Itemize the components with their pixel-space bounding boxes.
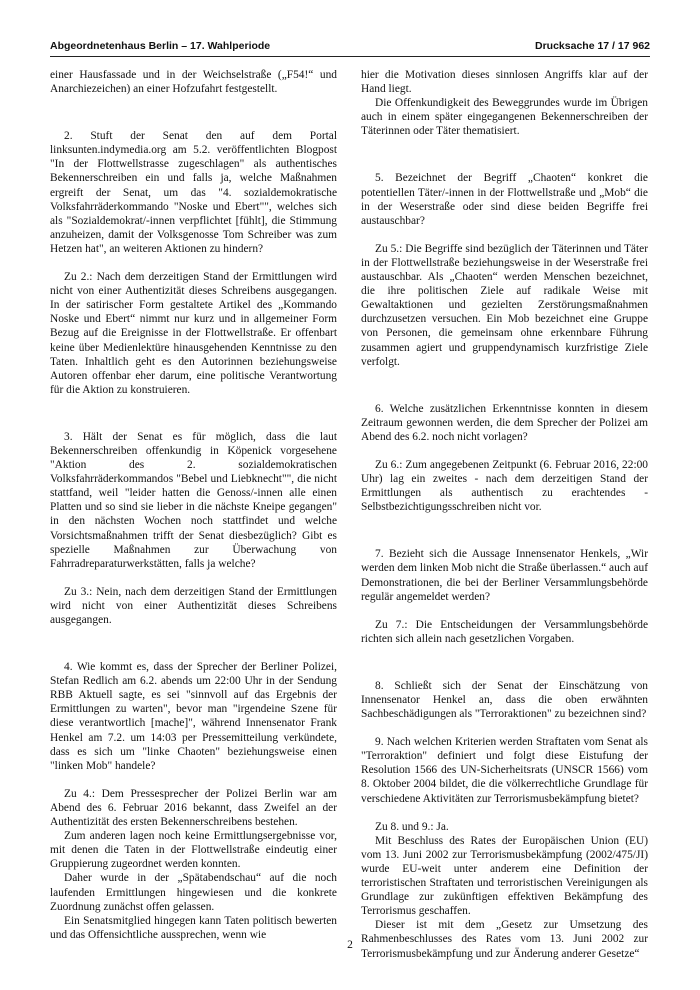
answer-4-part-5: Die Offenkundigkeit des Beweggrundes wurde im Übrigen auch in einem später eingegangenen Bekennerschreiben der Täterinnen oder Täter thematisiert. (361, 97, 648, 138)
answer-7: Zu 7.: Die Entscheidungen der Versammlungsbehörde richten sich allein nach gesetzlichen Vorgaben. (361, 618, 648, 645)
question-3: 3. Hält der Senat es für möglich, dass die laut Bekennerschreiben offenkundig in Köpenick vorgesehene "Aktion des 2. sozialdemokratischen Volksfahrräderkommandos "Bebel und Liebknecht"", die nicht stattfand, weil "leider hatten die Genoss/-innen alle einen Platten und so sind sie lieber in die nächste Kneipe gegangen" in den nächsten Wochen noch stattfindet und welche Vorsichtsmaßnahmen trifft der Senat diesbezüglich? Gibt es spezielle Maßnahmen zur Überwachung von Fahrradreparaturwerkstätten, falls ja welche? (50, 430, 337, 570)
answer-4-part-3: Daher wurde in der „Spätabendschau“ auf die noch laufenden Ermittlungen hingewiesen und die konkrete Zuordnung zunächst offen gelassen. (50, 872, 337, 913)
right-column (361, 68, 648, 961)
answer-4-part-1: Zu 4.: Dem Pressesprecher der Polizei Berlin war am Abend des 6. Februar 2016 bekannt, dass Zweifel an der Authentizität des ersten Bekennerschreibens bestehen. (50, 787, 337, 829)
answer-4-part-2: Zum anderen lagen noch keine Ermittlungsergebnisse vor, mit denen die Taten in der Flottwellstraße eindeutig einer Gruppierung zugeordnet werden konnten. (50, 830, 337, 871)
question-7: 7. Bezieht sich die Aussage Innensenator Henkels, „Wir werden dem linken Mob nicht die Straße überlassen.“ auch auf Demonstrationen, die bei der Berliner Versammlungsbehörde regulär angemeldet werden? (361, 548, 648, 603)
answer-8-9-part-3: Dieser ist mit dem „Gesetz zur Umsetzung des Rahmenbeschlusses des Rates vom 13. Juni 2002 zur Terrorismusbekämpfung und zur Änderung anderer Gesetze“ (361, 919, 648, 960)
question-5: 5. Bezeichnet der Begriff „Chaoten“ konkret die potentiellen Täter/-innen in der Flottwellstraße und „Mob“ die in der Weserstraße oder sind diese beiden Begriffe frei austauschbar? (361, 172, 648, 227)
document-number: Drucksache 17 / 17 962 (535, 40, 650, 52)
header-title: Abgeordnetenhaus Berlin – 17. Wahlperiode (50, 40, 271, 52)
question-6: 6. Welche zusätzlichen Erkenntnisse konnten in diesem Zeitraum gewonnen werden, die dem Sprecher der Polizei am Abend des 6.2. noch nicht vorlagen? (361, 402, 648, 443)
answer-8-9-part-1: Zu 8. und 9.: Ja. (375, 820, 449, 833)
page-number: 2 (347, 939, 353, 951)
continuation-paragraph: einer Hausfassade und in der Weichselstraße („F54!“ und Anarchiezeichen) an einer Hofzufahrt festgestellt. (50, 69, 337, 96)
answer-3: Zu 3.: Nein, nach dem derzeitigen Stand der Ermittlungen wird nicht von einer Authentizität dieses Schreibens ausgegangen. (50, 585, 337, 626)
continuation-paragraph: hier die Motivation dieses sinnlosen Angriffs klar auf der Hand liegt. (361, 69, 648, 96)
question-8: 8. Schließt sich der Senat der Einschätzung von Innensenator Henkel an, dass die oben erwähnten Sachbeschädigungen als "Terroraktionen" zu bezeichnen sind? (361, 679, 648, 721)
question-9: 9. Nach welchen Kriterien werden Straftaten vom Senat als "Terroraktion" definiert und folgt diese Eistufung der Resolution 1566 des UN-Sicherheitsrats (UNSCR 1566) vom 8. Oktober 2004 bildet, die die völkerrechtliche Grundlage für verschiedene Aktivitäten zur Terrorismusbekämpfung bietet? (361, 736, 648, 805)
answer-5: Zu 5.: Die Begriffe sind bezüglich der Täterinnen und Täter in der Flottwellstraße beziehungsweise in der Weserstraße frei austauschbar. Als „Chaoten“ werden Menschen bezeichnet, die ihre politischen Ziele auf radikale Weise mit Gewaltaktionen und gezielten Zerstörungsmaßnahmen durchzusetzen versuchen. Ein Mob bezeichnet eine Gruppe von Personen, die gemeinsam ohne erkennbare Führung zusammen agiert und gruppendynamisch kurzfristige Ziele verfolgt. (361, 242, 648, 368)
answer-4-part-4: Ein Senatsmitglied hingegen kann Taten politisch bewerten und das Offensichtliche aussprechen, wenn wie (50, 914, 337, 941)
question-2: 2. Stuft der Senat den auf dem Portal linksunten.indymedia.org am 5.2. veröffentlichten Blogpost "In der Flottwellstrasse zugeschlagen" als authentisches Bekennerschreiben ein und falls ja, welche Maßnahmen ergreift der Senat, um das "4. sozialdemokratische Volksfahrräderkommando "Noske und Ebert"", welches sich als "Sozialdemokrat/-innen verpflichtet [fühlt], die Stimmung anzuheizen, damit der Volksgenosse Tom Schreiber was zum Hetzen hat", an weiteren Aktionen zu hindern? (50, 130, 337, 255)
left-column (50, 68, 337, 942)
answer-2: Zu 2.: Nach dem derzeitigen Stand der Ermittlungen wird nicht von einer Authentizität dieses Schreibens ausgegangen. In der satirischer Form gestaltete Artikel des „Kommando Noske und Ebert“ nimmt nur kurz und in allgemeiner Form Bezug auf die Ereignisse in der Flottwellstraße. Er offenbart keine über Medienlektüre hinausgehenden Kenntnisse zu den Taten. Inhaltlich geht es den Autorinnen beziehungsweise Autoren offenbar eher darum, eine politische Verantwortung für die Aktion zu konstruieren. (50, 271, 337, 396)
page-header (50, 38, 650, 57)
answer-8-9-part-2: Mit Beschluss des Rates der Europäischen Union (EU) vom 13. Juni 2002 zur Terrorismusbekämpfung (2002/475/JI) wurde EU-weit unter anderem eine Definition der terroristischen Straftaten und terroristischen Vereinigungen als Grundlage zur zukünftigen effektiven Bekämpfung des Terrorismus geschaffen. (361, 834, 648, 918)
question-4: 4. Wie kommt es, dass der Sprecher der Berliner Polizei, Stefan Redlich am 6.2. abends um 22:00 Uhr in der Sendung RBB Aktuell sagte, es sei "sinnvoll auf das Ergebnis der Ermittlungen zu warten", bevor man "irgendeine Szene für diese verantwortlich [mache]", während Innensenator Frank Henkel am 7.2. um 14:03 per Pressemitteilung verkündete, dass es sich um "linke Chaoten" beziehungsweise einen "linken Mob" handele? (50, 661, 337, 772)
answer-6: Zu 6.: Zum angegebenen Zeitpunkt (6. Februar 2016, 22:00 Uhr) lag ein zweites - nach dem derzeitigen Stand der Ermittlungen als authentisch zu erachtendes - Selbstbezichtigungsschreiben nicht vor. (361, 458, 648, 514)
